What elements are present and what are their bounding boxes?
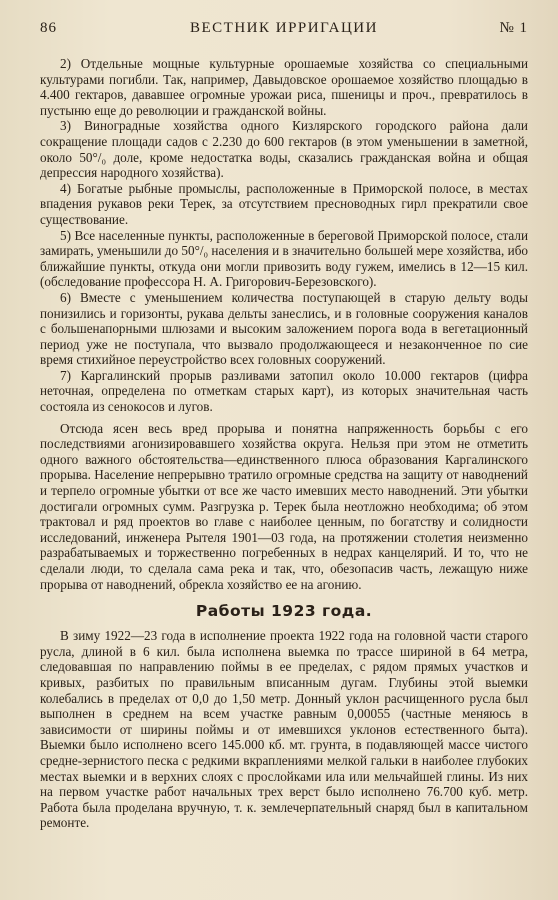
paragraph-point-2: 2) Отдельные мощные культурные орошаемые хозяйства со специальными культурами погибли. Так, например, Давыдовское орошаемое хозяйство площадью в 4.400 гектаров, дававшее огромные урожаи риса, пшеницы и проч., превратилось в пустыню еще до революции и гражданской войны.: [40, 56, 528, 118]
paragraph-works-1923: В зиму 1922—23 года в исполнение проекта 1922 года на головной части старого русла, длиной в 6 кил. была исполнена выемка по трассе шириной в 64 метра, следовавшая по направлению поймы в ее пределах, с рядом прямых участков и кривых, разбитых по правильным вписанным дугам. Глубины этой выемки колебались в пределах от 0,0 до 1,50 метр. Донный уклон расчищенного русла был выполнен в среднем на всем участке равным 0,00055 (частные меняюсь в зависимости от ширины поймы и от имевшихся уклонов естественного быта). Выемки было исполнено всего 145.000 кб. мт. грунта, в подавляющей массе чистого средне-зернистого песка с редкими вкраплениями мелкой гальки в наиболее глубоких местах выемки и в верхних слоях с прослойками ила или мельчайшей глины. Из них на первом участке работ начальных трех верст было исполнено 76.700 куб. метр. Работа была проделана вручную, т. к. землечерпательный снаряд был в капитальном ремонте.: [40, 628, 528, 831]
page-number: 86: [40, 20, 57, 36]
paragraph-conclusion: Отсюда ясен весь вред прорыва и понятна напряженность борьбы с его последствиями агонизировавшего хозяйства округа. Нельзя при этом не отметить одного важного обстоятельства—единственного плюса образования Каргалинского прорыва. Население непрерывно тратило огромные средства на защиту от наводнений и терпело огромные убытки от все же часто имевших место наводнений. Эти убытки достигали огромных сумм. Разгрузка р. Терек была неотложно необходима; об этом трактовал и ряд проектов во главе с наиболее ценным, по богатству и солидности исследований, инженера Рытеля 1901—03 года, на протяжении столетия неизменно разрабатываемых и торжественно погребенных в недрах канцелярий. И то, что не сделали люди, то сделала сама река и так, что, обезопасив часть, лежащую ниже прорыва от наводнений, обрекла хозяйство ее на агонию.: [40, 420, 528, 592]
paragraph-point-7: 7) Каргалинский прорыв разливами затопил около 10.000 гектаров (цифра неточная, определена по отметкам старых карт), из которых значительная часть состояла из сенокосов и лугов.: [40, 367, 528, 415]
paragraph-point-4: 4) Богатые рыбные промыслы, расположенные в Приморской полосе, в местах впадения рукавов реки Терек, за отсутствием пресноводных гирл прекратили свое существование.: [40, 180, 528, 227]
paragraph-point-5: 5) Все населенные пункты, расположенные в береговой Приморской полосе, стали замирать, уменьшили до 50°/₀ населения и в значительно большей мере хозяйства, ибо ближайшие пункты, откуда они могли привозить воду гужем, имелись в 12—15 кил. (обследование профессора Н. А. Григорович-Березовского).: [40, 227, 528, 290]
paragraph-point-3: 3) Виноградные хозяйства одного Кизлярского городского района дали сокращение площади садов с 2.230 до 600 гектаров (в этом уменьшении в заметной, около 50°/₀ доле, кроме недостатка воды, сказались гражданская война и общая депрессия народного хозяйства).: [40, 118, 528, 181]
section-heading: Работы 1923 года.: [195, 602, 373, 621]
journal-title: ВЕСТНИК ИРРИГАЦИИ: [190, 20, 378, 36]
running-header: [40, 20, 528, 42]
issue-number: № 1: [499, 20, 528, 36]
paragraph-point-6: 6) Вместе с уменьшением количества поступающей в старую дельту воды понизились и горизонты, рукава дельты занеслись, и в головные сооружения каналов с большенапорными шлюзами и высоким заложением порога вода в вегетационный период уже не поступала, что вызвало продолжающееся и незаконченное по сие время стихийное переустройство всех головных сооружений.: [40, 289, 528, 368]
